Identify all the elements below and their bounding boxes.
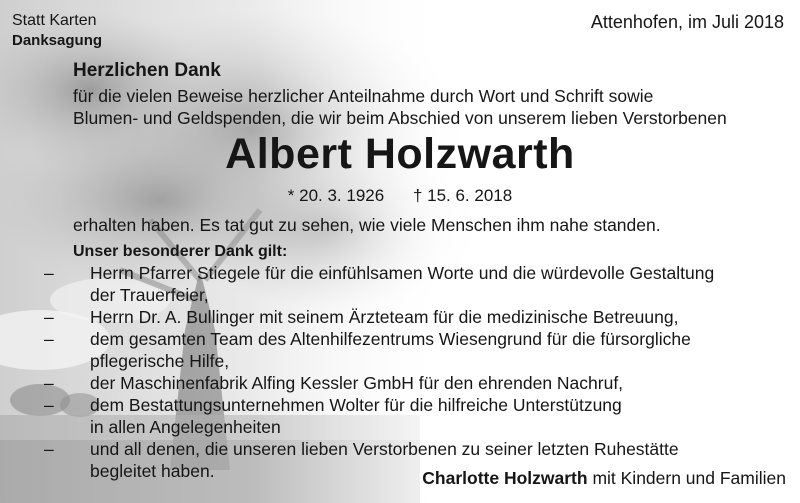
list-dash: – <box>44 395 54 415</box>
list-dash: – <box>44 263 54 283</box>
list-dash: – <box>44 329 54 349</box>
thanks-item-text: Herrn Pfarrer Stiegele für die einfühlsamen Worte und die würdevolle Gestaltung <box>90 263 715 283</box>
deceased-name: Albert Holzwarth <box>225 130 575 178</box>
thanks-item-text: der Maschinenfabrik Alfing Kessler GmbH für den ehrenden Nachruf, <box>90 373 624 393</box>
thanks-item-text: pflegerische Hilfe, <box>90 351 230 371</box>
thanks-item-text: Herrn Dr. A. Bullinger mit seinem Ärzteteam für die medizinische Betreuung, <box>90 307 679 327</box>
thanks-list-item <box>44 284 714 306</box>
intro-line: Blumen- und Geldspenden, die wir beim Abschied von unserem lieben Verstorbenen <box>73 108 727 128</box>
thanks-list-item <box>44 262 714 284</box>
signature <box>422 468 786 488</box>
thanks-list-item <box>44 328 714 350</box>
place-date: Attenhofen, im Juli 2018 <box>590 12 784 32</box>
thanks-item-text: begleitet haben. <box>90 461 215 481</box>
closing-intro-line: erhalten haben. Es tat gut zu sehen, wie viele Menschen ihm nahe standen. <box>73 215 661 235</box>
life-dates <box>0 186 800 206</box>
intro-text <box>73 85 727 129</box>
thanks-item-text: in allen Angelegenheiten <box>90 417 281 437</box>
thanks-item-text: dem gesamten Team des Altenhilfezentrums Wiesengrund für die fürsorgliche <box>90 329 691 349</box>
list-dash: – <box>44 307 54 327</box>
notice-type-label: Statt Karten <box>12 12 97 29</box>
header-left <box>12 12 102 50</box>
intro-line: für die vielen Beweise herzlicher Anteilnahme durch Wort und Schrift sowie <box>73 86 654 106</box>
thanks-list-item <box>44 394 714 416</box>
list-dash: – <box>44 373 54 393</box>
signer-family: mit Kindern und Familien <box>587 468 786 488</box>
greeting-heading: Herzlichen Dank <box>73 60 221 81</box>
thanks-list-item <box>44 350 714 372</box>
signer-name: Charlotte Holzwarth <box>422 468 588 488</box>
birth-date: * 20. 3. 1926 <box>287 186 385 205</box>
thanks-item-text: der Trauerfeier, <box>90 285 209 305</box>
thanks-heading: Unser besonderer Dank gilt: <box>73 243 288 260</box>
thanks-list <box>44 262 714 482</box>
notice-category-label: Danksagung <box>12 32 103 50</box>
thanks-item-text: und all denen, die unseren lieben Verstorbenen zu seiner letzten Ruhestätte <box>90 439 679 459</box>
thanks-list-item <box>44 438 714 460</box>
thanks-list-item <box>44 416 714 438</box>
death-date: † 15. 6. 2018 <box>412 186 513 205</box>
thanks-item-text: dem Bestattungsunternehmen Wolter für die hilfreiche Unterstützung <box>90 395 622 415</box>
thanks-list-item <box>44 372 714 394</box>
thanks-list-item <box>44 306 714 328</box>
list-dash: – <box>44 439 54 459</box>
